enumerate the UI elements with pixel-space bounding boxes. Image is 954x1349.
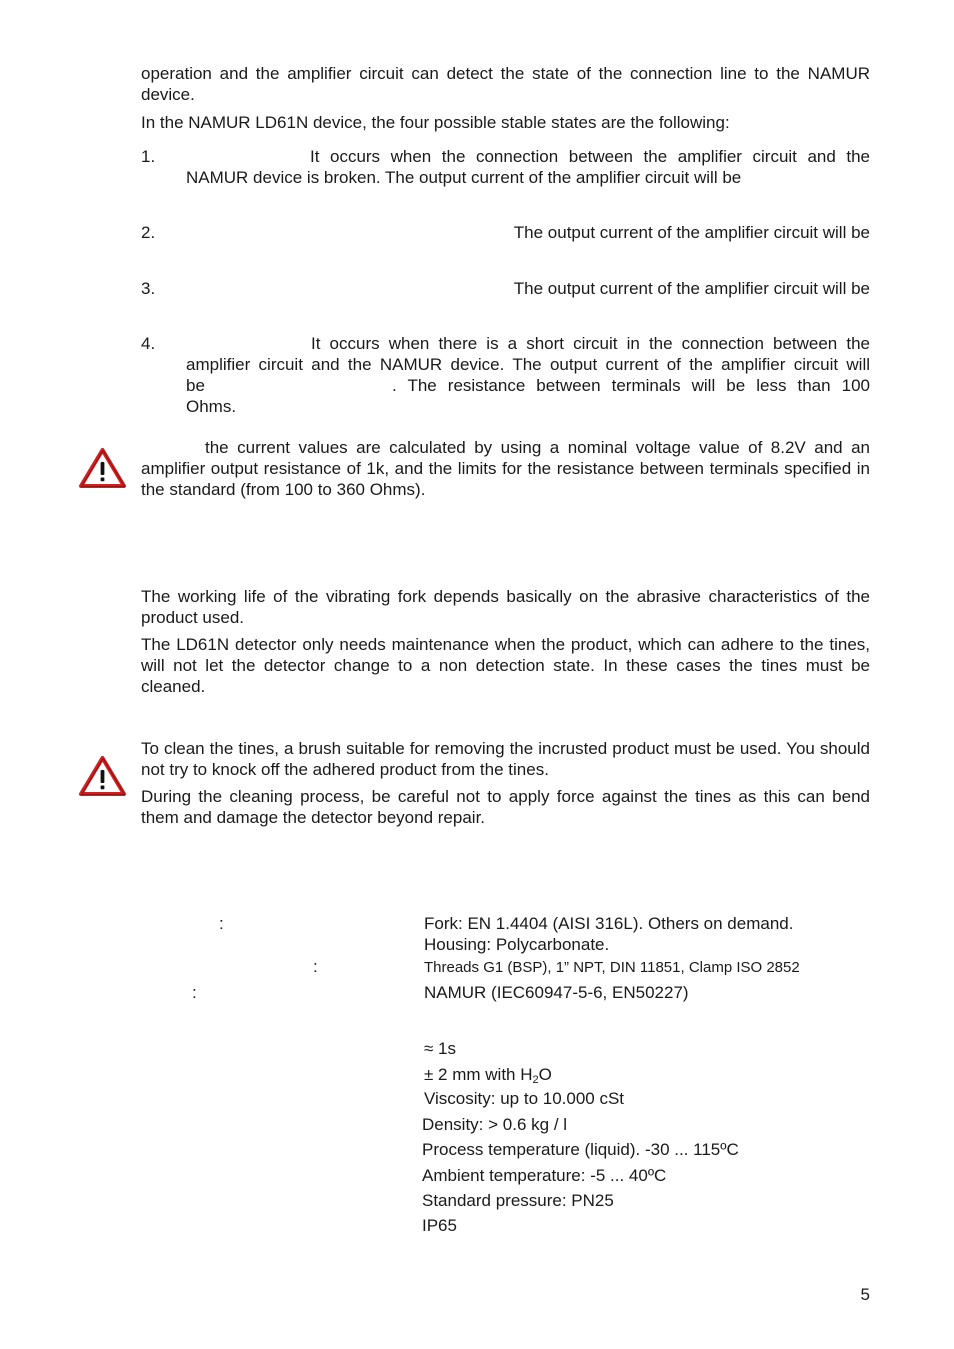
note-current-values: the current values are calculated by using a nominal voltage value of 8.2V and an amplifier output resistance of 1k, and the limits for the resistance between terminals specified in the standard (from 100 to 360 Ohms). <box>141 438 870 499</box>
cleaning-paragraph-2: During the cleaning process, be careful not to apply force against the tines as this can bend them and damage the detector beyond repair. <box>141 787 870 827</box>
maintenance-paragraph-2: The LD61N detector only needs maintenance when the product, which can adhere to the tines, will not let the detector change to a non detection state. In these cases the tines must be cleaned. <box>141 635 870 696</box>
state-2-line-1: The output current of the amplifier circuit will be <box>513 223 870 242</box>
warning-triangle-icon <box>78 447 127 489</box>
spec-viscosity: Viscosity: up to 10.000 cSt <box>424 1089 625 1108</box>
spec-housing: Housing: Polycarbonate. <box>424 935 610 954</box>
spec-response-time: ≈ 1s <box>424 1039 457 1058</box>
cleaning-paragraph-1: To clean the tines, a brush suitable for removing the incrusted product must be used. You should not try to knock off the adhered product from the tines. <box>141 739 870 779</box>
warning-triangle-icon <box>78 755 127 797</box>
state-number: 4. <box>141 334 156 353</box>
spec-accuracy-subscript: 2 <box>532 1074 539 1086</box>
page-number: 5 <box>860 1285 870 1304</box>
intro-continuation: operation and the amplifier circuit can detect the state of the connection line to the NAMUR device. <box>141 64 870 104</box>
state-4-line-1: It occurs when there is a short circuit in the connection between the <box>311 334 870 353</box>
state-1-line-2: NAMUR device is broken. The output current of the amplifier circuit will be <box>186 168 742 187</box>
spec-colon: : <box>219 914 224 933</box>
spec-accuracy-text: ± 2 mm with H <box>424 1065 533 1084</box>
spec-colon: : <box>192 983 197 1002</box>
spec-pressure: Standard pressure: PN25 <box>422 1191 614 1210</box>
state-4-line-2: amplifier circuit and the NAMUR device. The output current of the amplifier circuit will <box>186 355 870 374</box>
state-number: 2. <box>141 223 156 242</box>
state-4-line-4: Ohms. <box>186 397 237 416</box>
state-1-line-1: It occurs when the connection between the amplifier circuit and the <box>310 147 870 166</box>
spec-density: Density: > 0.6 kg / l <box>422 1115 568 1134</box>
spec-ambient-temperature: Ambient temperature: -5 ... 40ºC <box>422 1166 667 1185</box>
spec-output: NAMUR (IEC60947-5-6, EN50227) <box>424 983 689 1002</box>
state-3-line-1: The output current of the amplifier circuit will be <box>513 279 870 298</box>
spec-threads: Threads G1 (BSP), 1” NPT, DIN 11851, Clamp ISO 2852 <box>424 959 800 976</box>
state-number: 3. <box>141 279 156 298</box>
spec-fork: Fork: EN 1.4404 (AISI 316L). Others on demand. <box>424 914 794 933</box>
maintenance-paragraph-1: The working life of the vibrating fork depends basically on the abrasive characteristics of the product used. <box>141 587 870 627</box>
state-number: 1. <box>141 147 156 166</box>
state-4-line-3a: be <box>186 376 205 395</box>
states-intro: In the NAMUR LD61N device, the four possible stable states are the following: <box>141 113 730 132</box>
spec-process-temperature: Process temperature (liquid). -30 ... 115ºC <box>422 1140 739 1159</box>
spec-colon: : <box>313 957 318 976</box>
state-4-line-3b: . The resistance between terminals will be less than 100 <box>392 376 870 395</box>
spec-accuracy <box>424 1064 552 1085</box>
spec-accuracy-suffix: O <box>538 1065 552 1084</box>
spec-protection: IP65 <box>422 1216 457 1235</box>
